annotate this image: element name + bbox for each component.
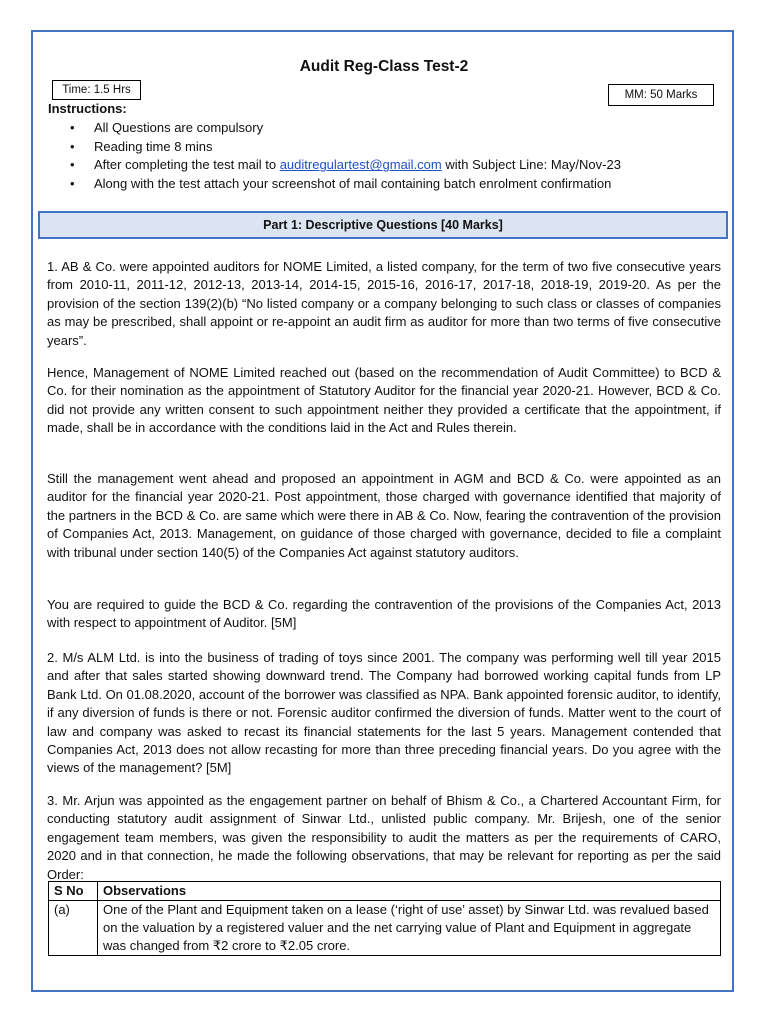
instruction-mail-suffix: with Subject Line: May/Nov-23 [441,157,621,173]
time-label: Time: 1.5 Hrs [52,80,141,100]
bullet-icon: • [70,176,75,192]
row-sno: (a) [49,901,98,956]
instruction-text: Along with the test attach your screenshot of mail containing batch enrolment confirmation [94,176,612,192]
page-title: Audit Reg-Class Test-2 [299,58,469,75]
row-observation: One of the Plant and Equipment taken on a lease (‘right of use’ asset) by Sinwar Ltd. was revalued based on the valuation by a registered valuer and the net carrying value of Plant and Equipment in aggregate was changed from ₹2 crore to ₹2.05 crore. [98,901,721,956]
question-3-paragraph: 3. Mr. Arjun was appointed as the engagement partner on behalf of Bhism & Co., a Chartered Accountant Firm, for conducting statutory audit assignment of Sinwar Ltd., unlisted public company. Mr. Brijesh, one of the senior engagement team members, was given the responsibility to audit the matters as per the requirements of CARO, 2020 and in that connection, he made the following observations, that may be relevant for reporting as per the said Order: [47,793,721,882]
question-1-paragraph: You are required to guide the BCD & Co. regarding the contravention of the provisions of the Companies Act, 2013 with respect to appointment of Auditor. [5M] [47,597,721,631]
email-link[interactable]: auditregulartest@gmail.com [279,157,442,173]
list-item [48,119,728,138]
question-2-paragraph: 2. M/s ALM Ltd. is into the business of trading of toys since 2001. The company was performing well till year 2015 and after that sales started showing downward trend. The Company had borrowed working capital funds from LP Bank Ltd. On 01.08.2020, account of the borrower was classified as NPA. Bank appointed forensic auditor, to identify, if any diversion of funds is there or not. Forensic auditor confirmed the diversion of funds. Matter went to the court of law and company was asked to recast its financial statements for the last 5 years. Management contended that Companies Act, 2013 does not allow recasting for more than three preceding financial years. Do you agree with the views of the management? [5M] [47,650,721,776]
question-1-paragraph: Hence, Management of NOME Limited reached out (based on the recommendation of Audit Committee) to BCD & Co. for their nomination as the appointment of Statutory Auditor for the financial year 2020-21. However, BCD & Co. did not provide any written consent to such appointment neither they provided a certificate that the appointment, if made, shall be in accordance with the conditions laid in the Act and Rules therein. [47,365,721,436]
max-marks-label: MM: 50 Marks [608,84,714,106]
instructions-heading: Instructions: [48,101,127,116]
column-header-sno: S No [49,882,98,901]
bullet-icon: • [70,120,75,135]
column-header-observations: Observations [98,882,721,901]
question-1-paragraph: Still the management went ahead and proposed an appointment in AGM and BCD & Co. were appointed as an auditor for the financial year 2020-21. Post appointment, those charged with governance identified that majority of the partners in the BCD & Co. are same which were there in AB & Co. Now, fearing the contravention of the provision of Companies Act, 2013. Management, on guidance of those charged with governance, decided to file a complaint with tribunal under section 140(5) of the Companies Act against statutory auditors. [47,471,721,560]
question-1-paragraph: 1. AB & Co. were appointed auditors for NOME Limited, a listed company, for the term of two five consecutive years from 2010-11, 2011-12, 2012-13, 2013-14, 2014-15, 2015-16, 2016-17, 2017-18, 2018-19, 2019-20. As per the provision of the section 139(2)(b) “No listed company or a company belonging to such class or classes of companies as may be prescribed, shall appoint or re-appoint an audit firm as auditor for more than two terms of five consecutive years”. [47,259,721,348]
instruction-mail-prefix: After completing the test mail to [94,157,280,173]
bullet-icon: • [70,157,75,173]
instruction-text: All Questions are compulsory [94,120,264,135]
observations-table [48,881,721,956]
part-1-heading: Part 1: Descriptive Questions [40 Marks] [38,211,728,239]
bullet-icon: • [70,138,75,154]
list-item [48,156,728,175]
list-item [48,175,728,194]
table-header-row [49,882,721,901]
table-row [49,901,721,956]
list-item [48,138,728,157]
instructions-list [48,119,728,194]
instruction-text: Reading time 8 mins [94,138,213,154]
